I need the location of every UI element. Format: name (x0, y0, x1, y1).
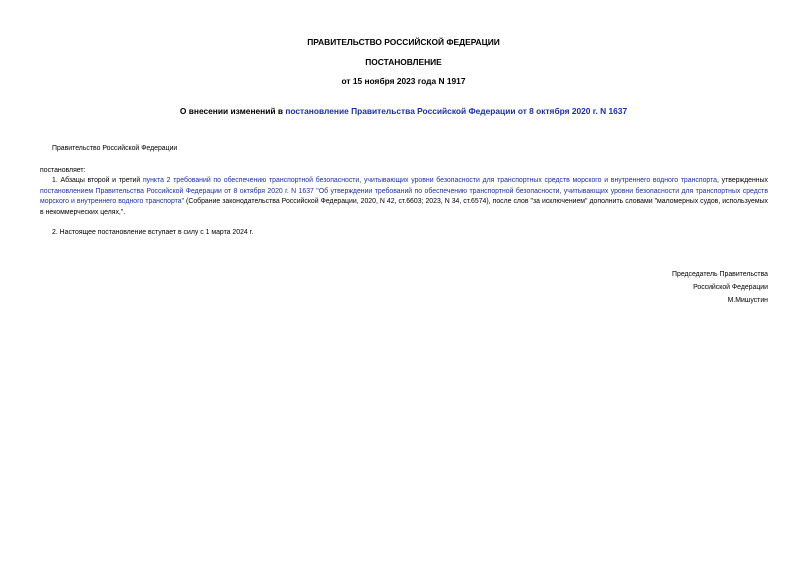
resolution-link[interactable]: постановлением Правительства Российской Федерации от 8 октября 2020 г. N 1637 "Об утверждении требований по обеспечению транспортной безопасности, учитывающих уровни безопасности для транспортных средств морского и внутреннего водного транспорта" (40, 187, 768, 205)
paragraph-2: 2. Настоящее постановление вступает в силу с 1 марта 2024 г. (52, 229, 254, 236)
document-date-number: от 15 ноября 2023 года N 1917 (341, 76, 466, 86)
title-prefix: О внесении изменений в (179, 106, 286, 116)
p1-text-a: 1. Абзацы второй и третий (52, 177, 143, 184)
government-header: ПРАВИТЕЛЬСТВО РОССИЙСКОЙ ФЕДЕРАЦИИ (307, 37, 500, 47)
paragraph-1 (40, 176, 768, 218)
signature-block (672, 268, 768, 307)
intro-text: Правительство Российской Федерации (52, 145, 178, 152)
signature-title: Председатель Правительства (672, 271, 768, 278)
document-title (0, 106, 807, 116)
signature-name: М.Мишустин (727, 297, 768, 304)
decides-text: постановляет: (40, 167, 86, 174)
signature-org: Российской Федерации (693, 284, 768, 291)
title-link[interactable]: постановление Правительства Российской Федерации от 8 октября 2020 г. N 1637 (285, 106, 628, 116)
p1-text-c: (Собрание законодательства Российской Федерации, 2020, N 42, ст.6603; 2023, N 34, ст.6574), после слов "за исключением" дополнить словами "маломерных судов, используемых в некоммерческих целях,". (40, 198, 768, 216)
p1-text-b: , утвержденных (717, 177, 768, 184)
requirements-link[interactable]: пункта 2 требований по обеспечению транспортной безопасности, учитывающих уровни безопасности для транспортных средств морского и внутреннего водного транспорта (142, 177, 717, 184)
document-type: ПОСТАНОВЛЕНИЕ (365, 57, 442, 67)
